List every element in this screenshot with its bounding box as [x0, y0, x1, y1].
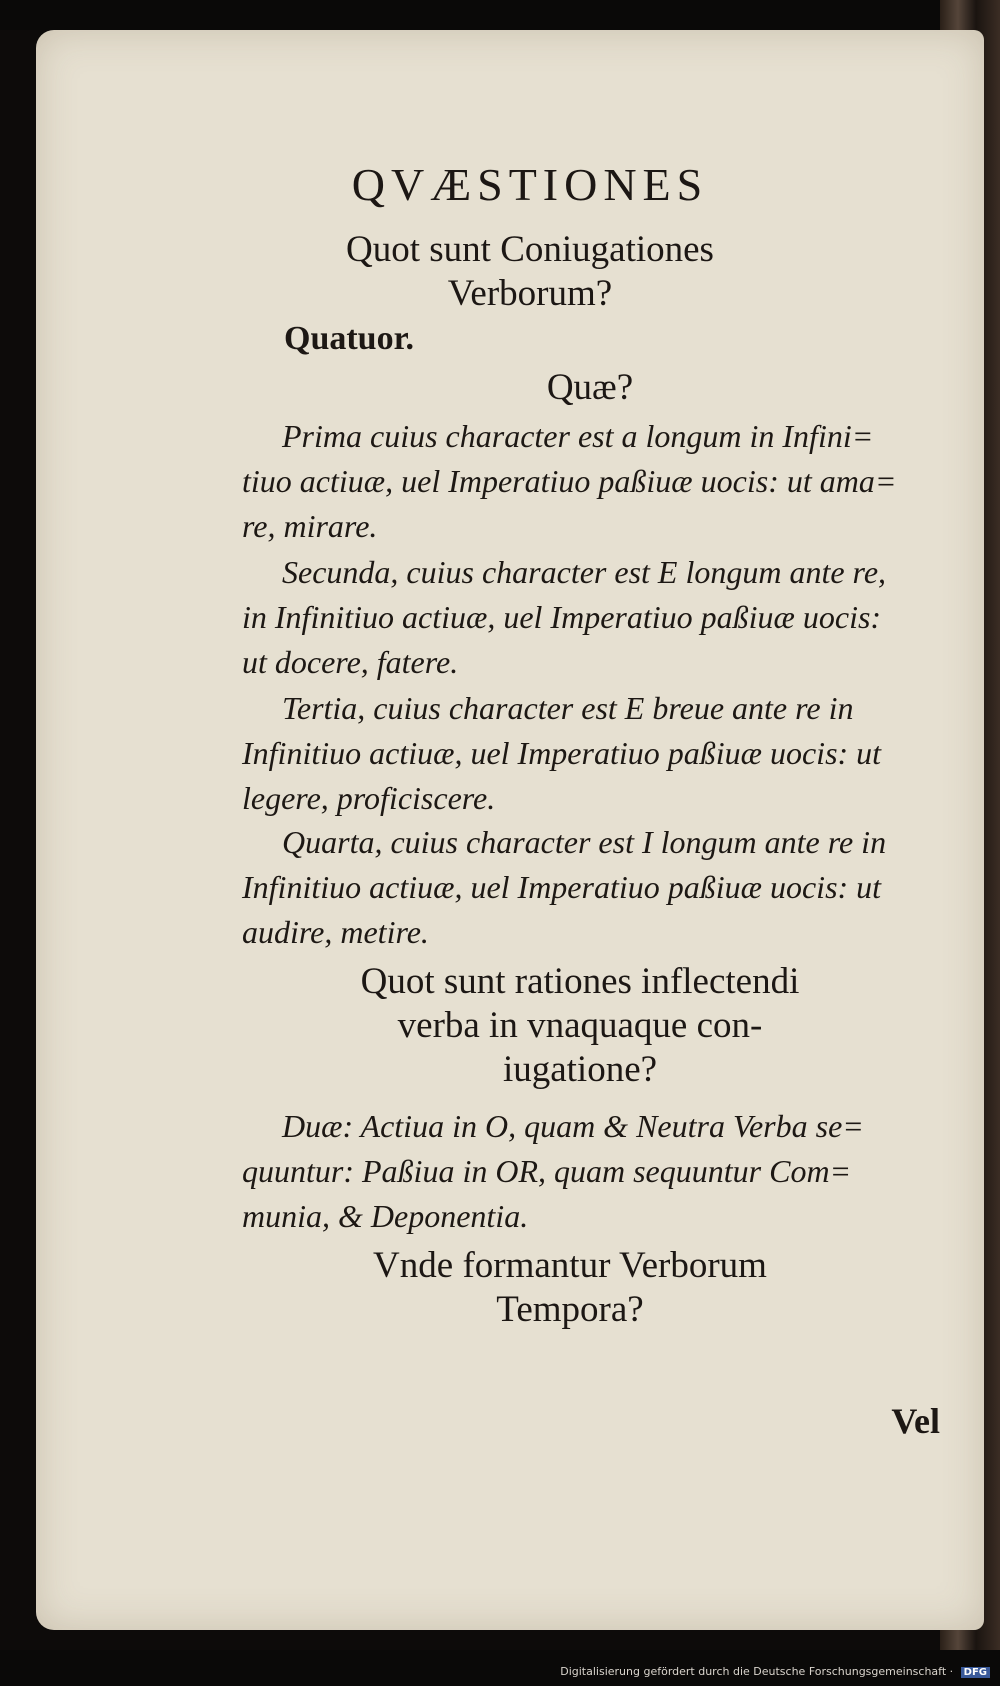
digitization-footer	[0, 1650, 1000, 1686]
footer-credit	[560, 1665, 990, 1678]
paragraph-tertia-line1: Tertia, cuius character est E breue ante re in	[282, 690, 854, 726]
paragraph-quarta	[242, 820, 954, 955]
paragraph-tertia-line3: legere, proficiscere.	[242, 780, 496, 816]
question-tempora-line1: Vnde formantur Verborum	[373, 1245, 767, 1286]
paragraph-prima-line1: Prima cuius character est a longum in Infini=	[282, 418, 874, 454]
question-rationes-line1: Quot sunt rationes inflectendi	[360, 961, 800, 1002]
paragraph-quarta-line2: Infinitiuo actiuæ, uel Imperatiuo paßiuæ uocis: ut	[242, 869, 882, 905]
question-rationes-line2: verba in vnaquaque con-	[397, 1005, 763, 1046]
question-tempora-line2: Tempora?	[496, 1289, 644, 1330]
paragraph-prima-line2: tiuo actiuæ, uel Imperatiuo paßiuæ uocis: ut ama=	[242, 463, 897, 499]
paragraph-prima-line3: re, mirare.	[242, 508, 378, 544]
paragraph-quarta-line3: audire, metire.	[242, 914, 429, 950]
paragraph-duae	[242, 1104, 954, 1239]
scan-top-border	[0, 0, 1000, 30]
paragraph-tertia-line2: Infinitiuo actiuæ, uel Imperatiuo paßiuæ uocis: ut	[242, 735, 882, 771]
paragraph-duae-line1: Duæ: Actiua in O, quam & Neutra Verba se=	[282, 1108, 864, 1144]
paragraph-duae-line2: quuntur: Paßiua in OR, quam sequuntur Com=	[242, 1153, 852, 1189]
question-coniugationes-line2: Verborum?	[447, 273, 613, 314]
answer-quatuor: Quatuor.	[284, 320, 415, 357]
question-rationes-line3: iugatione?	[502, 1049, 658, 1090]
paragraph-secunda	[242, 550, 954, 685]
paragraph-secunda-line1: Secunda, cuius character est E longum ante re,	[282, 554, 887, 590]
question-quae: Quæ?	[546, 367, 634, 408]
paragraph-tertia	[242, 686, 954, 821]
paragraph-secunda-line3: ut docere, fatere.	[242, 644, 459, 680]
footer-credit-text: Digitalisierung gefördert durch die Deutsche Forschungsgemeinschaft ·	[560, 1665, 954, 1678]
dfg-logo-icon: DFG	[961, 1667, 990, 1678]
running-head: QVÆSTIONES	[351, 159, 709, 210]
paragraph-quarta-line1: Quarta, cuius character est I longum ante re in	[282, 824, 887, 860]
question-coniugationes-line1: Quot sunt Coniugationes	[346, 229, 714, 270]
paragraph-secunda-line2: in Infinitiuo actiuæ, uel Imperatiuo paßiuæ uocis:	[242, 599, 882, 635]
catchword: Vel	[891, 1401, 940, 1441]
paragraph-duae-line3: munia, & Deponentia.	[242, 1198, 529, 1234]
paragraph-prima	[242, 414, 954, 549]
book-page	[36, 30, 984, 1630]
